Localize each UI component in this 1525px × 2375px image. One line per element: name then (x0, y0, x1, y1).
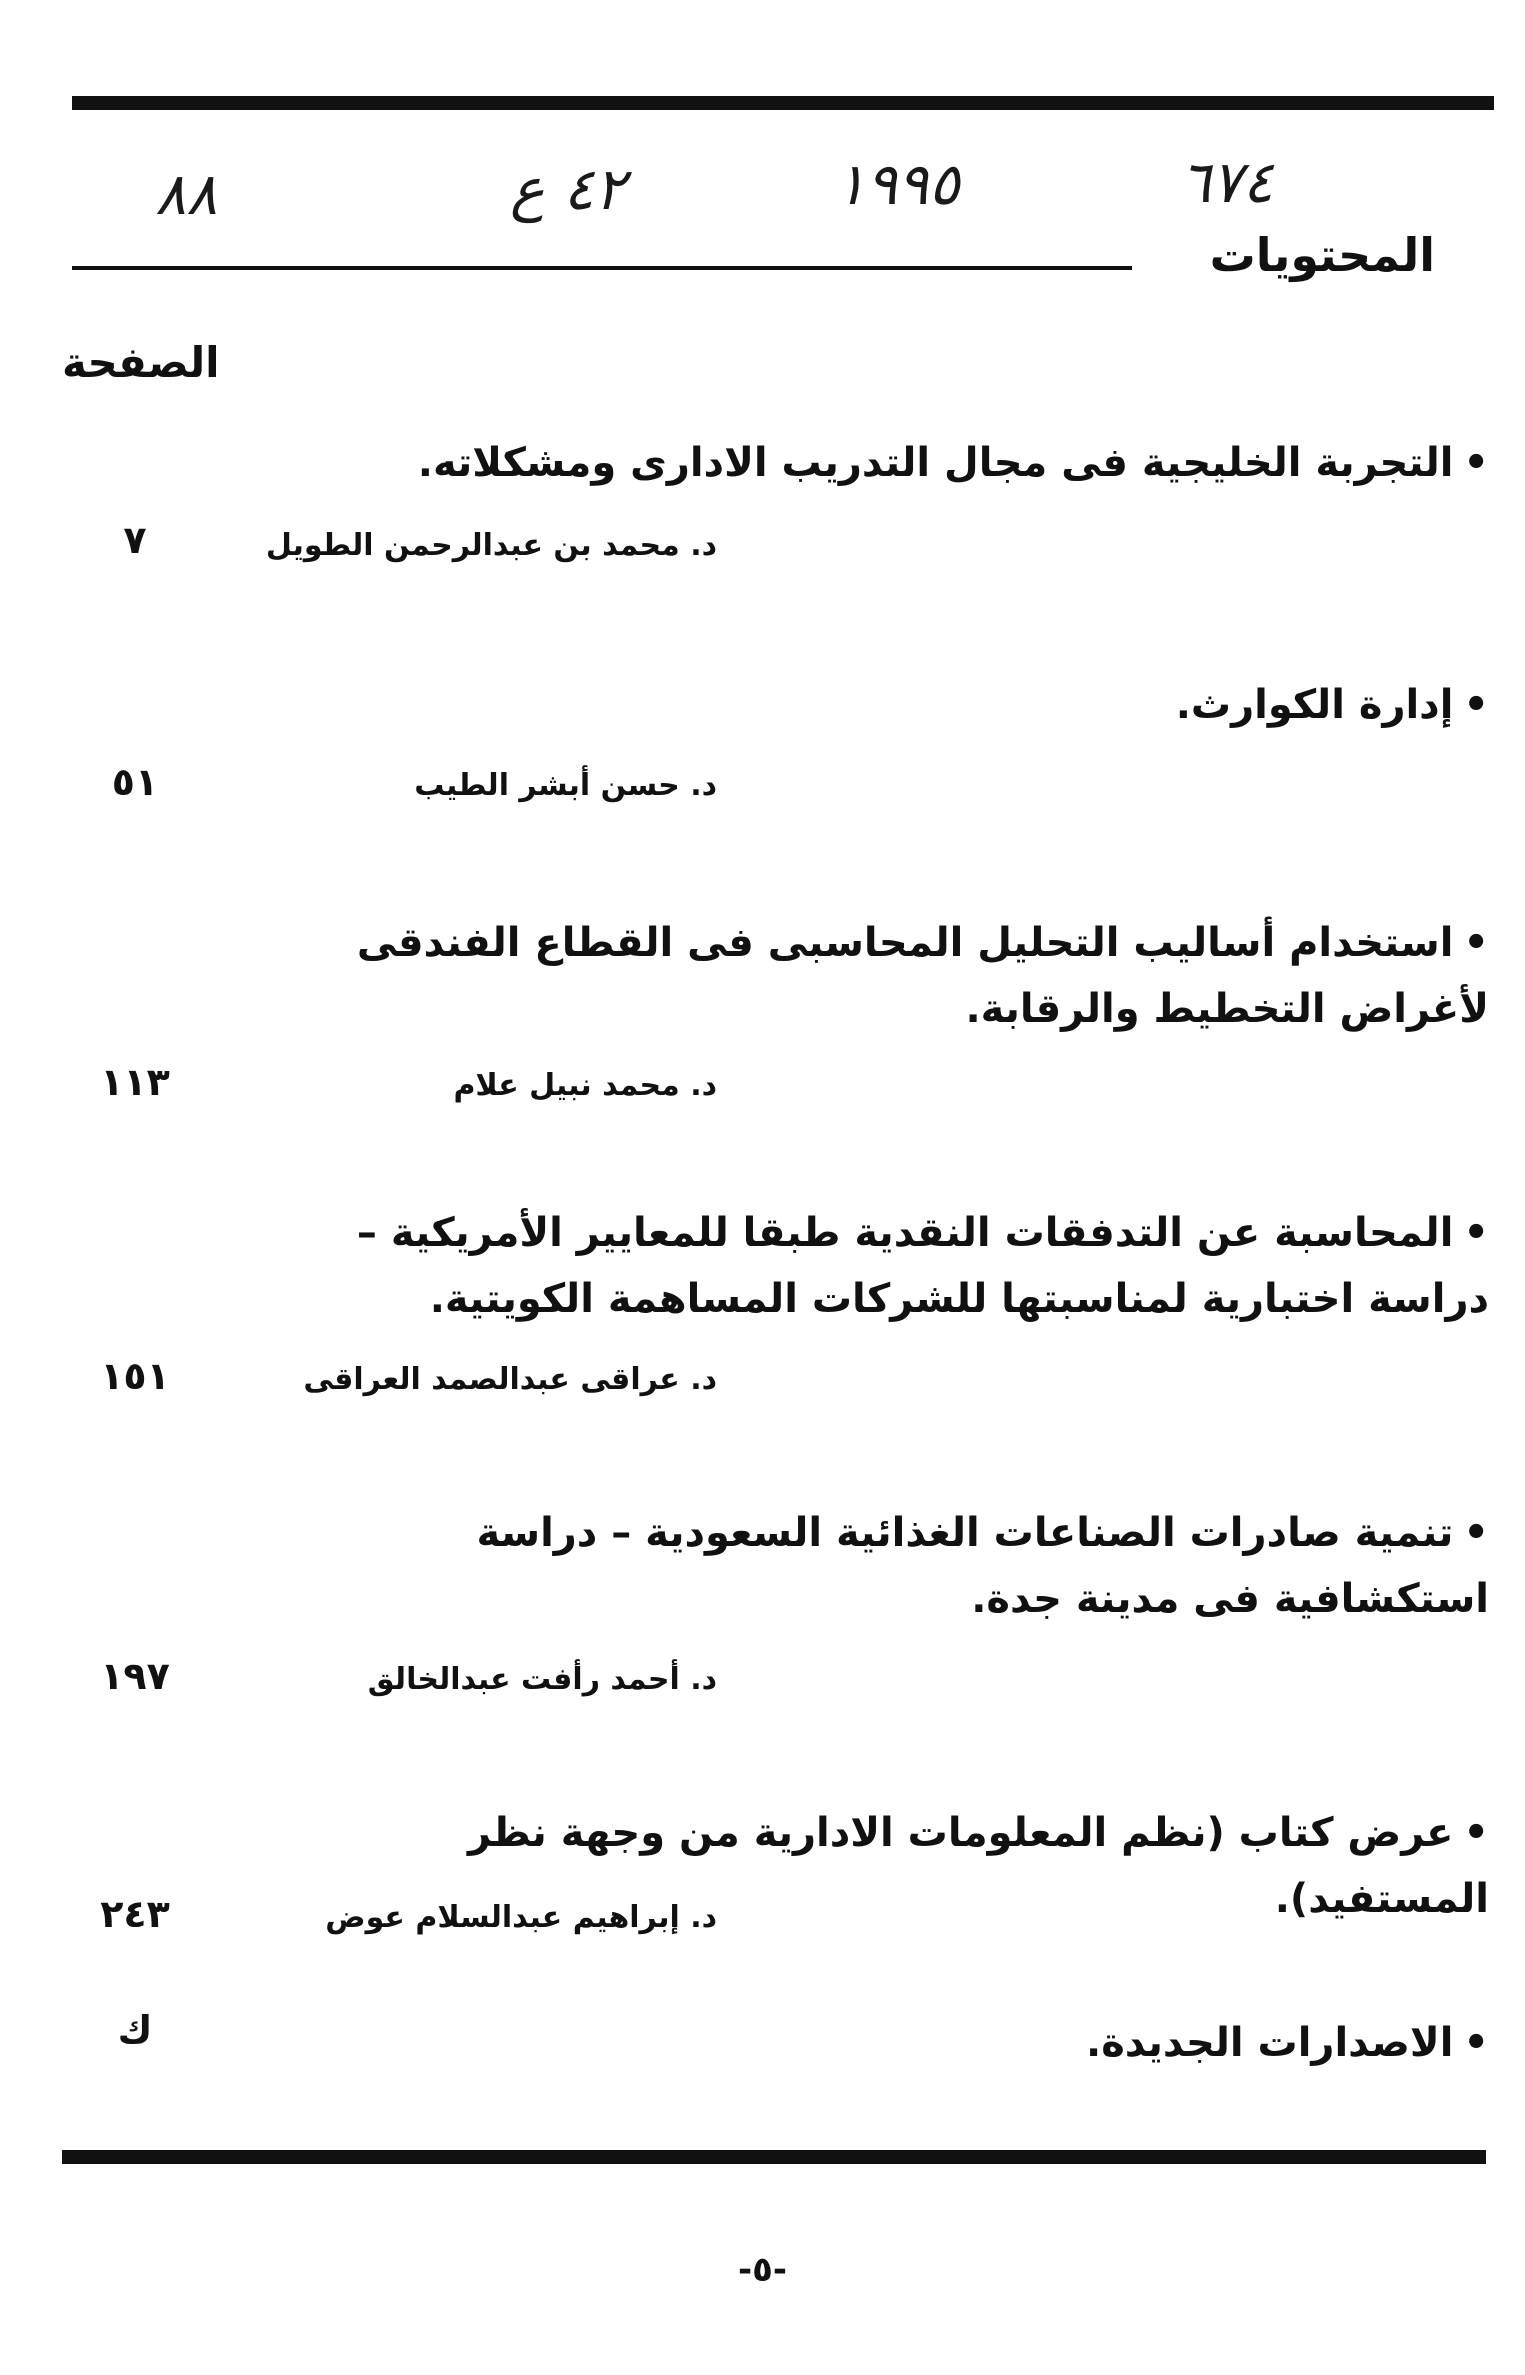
page-title: المحتويات (1209, 228, 1435, 282)
entry-author: د. محمد نبيل علام (453, 1068, 717, 1103)
entry-title (289, 910, 1489, 1042)
page-column-label: الصفحة (62, 338, 220, 387)
bullet-icon: • (1463, 1810, 1489, 1856)
entry-page-number: ٧ (123, 518, 147, 562)
entry-title-text: استخدام أساليب التحليل المحاسبى فى القطاع الفندقى لأغراض التخطيط والرقابة. (356, 920, 1489, 1032)
footer-page-number: -٥- (737, 2250, 787, 2290)
entry-author: د. إبراهيم عبدالسلام عوض (325, 1900, 717, 1935)
bottom-rule (62, 2150, 1486, 2164)
entry-title (289, 1500, 1489, 1632)
handwritten-note-1: ٨٨ (155, 160, 218, 228)
bullet-icon: • (1463, 682, 1489, 728)
entry-author: د. حسن أبشر الطيب (414, 768, 717, 803)
entry-page-number: ١١٣ (100, 1060, 170, 1104)
entry-title-text: المحاسبة عن التدفقات النقدية طبقا للمعايير الأمريكية – دراسة اختبارية لمناسبتها للشركات المساهمة الكويتية. (356, 1210, 1489, 1322)
entry-title (289, 2010, 1489, 2076)
entry-page-number: ٥١ (111, 760, 159, 804)
bullet-icon: • (1463, 1510, 1489, 1556)
entry-author: د. محمد بن عبدالرحمن الطويل (265, 528, 717, 563)
entry-title (289, 1200, 1489, 1332)
entry-title-text: التجربة الخليجية فى مجال التدريب الادارى ومشكلاته. (417, 440, 1454, 486)
entry-author: د. أحمد رأفت عبدالخالق (367, 1662, 717, 1697)
entry-title-text: عرض كتاب (نظم المعلومات الادارية من وجهة نظر المستفيد). (467, 1810, 1489, 1922)
entry-page-number: ك (117, 2008, 153, 2052)
entry-title-text: إدارة الكوارث. (1175, 682, 1454, 728)
bullet-icon: • (1463, 2020, 1489, 2066)
handwritten-note-2: ٤٢ ع (510, 155, 626, 223)
handwritten-note-3: ١٩٩٥ (835, 150, 960, 218)
header-underline (72, 266, 1132, 270)
entry-title-text: تنمية صادرات الصناعات الغذائية السعودية – دراسة استكشافية فى مدينة جدة. (476, 1510, 1489, 1622)
bullet-icon: • (1463, 920, 1489, 966)
entry-page-number: ٢٤٣ (100, 1892, 170, 1936)
entry-title (289, 430, 1489, 496)
handwritten-note-4: ٦٧٤ (1180, 148, 1274, 216)
bullet-icon: • (1463, 1210, 1489, 1256)
top-rule (72, 96, 1494, 110)
entry-author: د. عراقى عبدالصمد العراقى (303, 1362, 717, 1397)
entry-title (289, 672, 1489, 738)
bullet-icon: • (1463, 440, 1489, 486)
entry-title-text: الاصدارات الجديدة. (1086, 2020, 1454, 2066)
entry-page-number: ١٩٧ (100, 1654, 170, 1698)
entry-page-number: ١٥١ (100, 1354, 170, 1398)
